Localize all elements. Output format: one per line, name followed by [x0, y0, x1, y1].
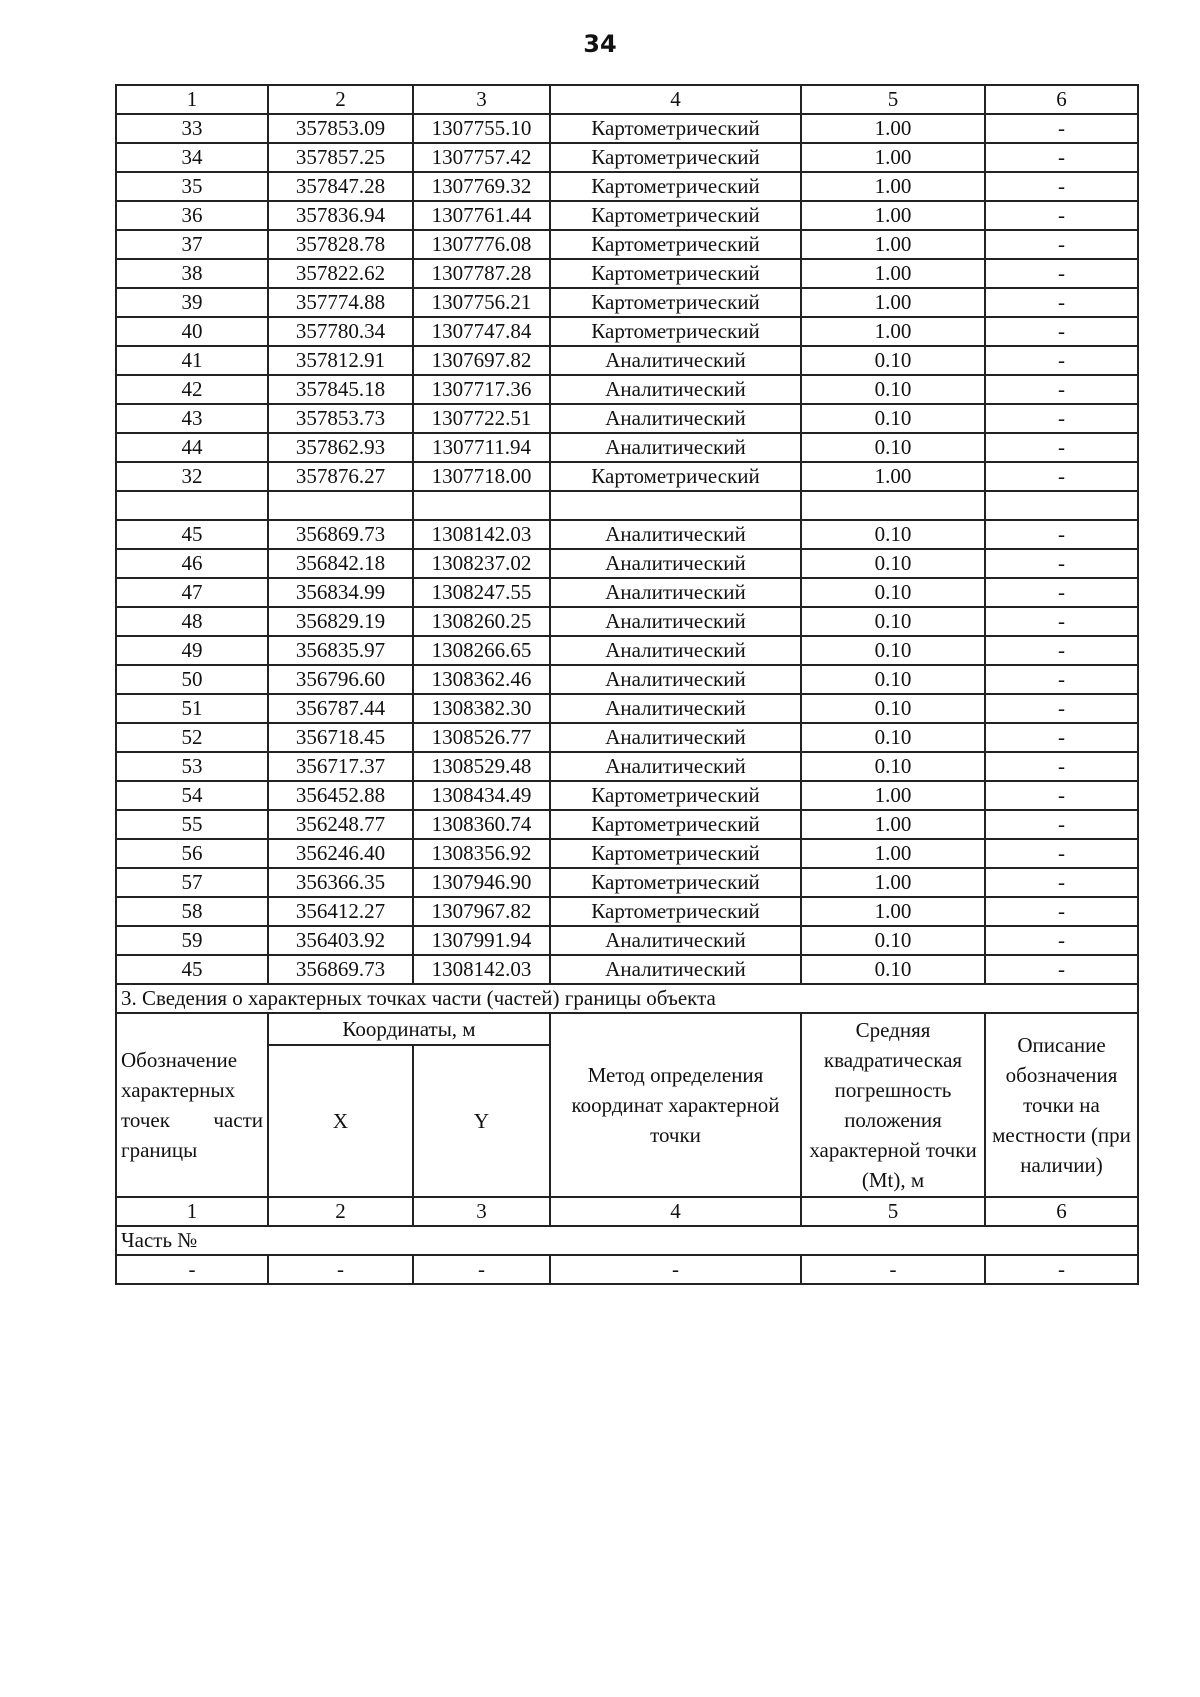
coordinates-table [115, 84, 1139, 1285]
error-cell: 0.10 [801, 926, 985, 955]
table-row [116, 114, 1138, 143]
point-id-cell: 44 [116, 433, 268, 462]
table-row [116, 346, 1138, 375]
point-id-cell: 43 [116, 404, 268, 433]
x-cell: 356869.73 [268, 520, 413, 549]
point-id-cell: 48 [116, 607, 268, 636]
method-cell: Аналитический [550, 520, 801, 549]
method-cell: Аналитический [550, 549, 801, 578]
y-cell: 1307991.94 [413, 926, 550, 955]
designation-header-word: точек [121, 1108, 170, 1132]
table-row [116, 172, 1138, 201]
method-cell: Аналитический [550, 926, 801, 955]
point-id-cell: 56 [116, 839, 268, 868]
x-cell: 356842.18 [268, 549, 413, 578]
header-row [116, 1013, 1138, 1045]
description-cell: - [985, 781, 1138, 810]
y-cell: - [413, 1255, 550, 1284]
designation-header [116, 1013, 268, 1197]
x-cell: 356835.97 [268, 636, 413, 665]
column-number: 3 [413, 85, 550, 114]
method-cell: Аналитический [550, 665, 801, 694]
point-id-cell: 53 [116, 752, 268, 781]
error-cell: 1.00 [801, 143, 985, 172]
x-cell: 357780.34 [268, 317, 413, 346]
y-cell: 1307717.36 [413, 375, 550, 404]
method-cell: Аналитический [550, 955, 801, 984]
point-id-cell: 38 [116, 259, 268, 288]
description-cell: - [985, 433, 1138, 462]
method-cell: Картометрический [550, 143, 801, 172]
y-cell: 1308360.74 [413, 810, 550, 839]
x-cell: 357845.18 [268, 375, 413, 404]
column-number: 4 [550, 85, 801, 114]
table-row [116, 433, 1138, 462]
method-cell: Аналитический [550, 578, 801, 607]
error-cell: 1.00 [801, 230, 985, 259]
part-row [116, 1226, 1138, 1255]
x-cell: 357836.94 [268, 201, 413, 230]
description-cell: - [985, 955, 1138, 984]
method-cell: Аналитический [550, 752, 801, 781]
description-cell: - [985, 259, 1138, 288]
description-cell: - [985, 868, 1138, 897]
point-id-cell: 59 [116, 926, 268, 955]
description-cell: - [985, 897, 1138, 926]
error-cell: 0.10 [801, 694, 985, 723]
x-cell: 356829.19 [268, 607, 413, 636]
error-cell: 1.00 [801, 810, 985, 839]
y-cell: 1307787.28 [413, 259, 550, 288]
y-cell: 1308382.30 [413, 694, 550, 723]
separator-row [116, 491, 1138, 520]
point-id-cell: 51 [116, 694, 268, 723]
point-id-cell: 33 [116, 114, 268, 143]
point-id-cell: 52 [116, 723, 268, 752]
column-number: 6 [985, 85, 1138, 114]
y-cell: 1308142.03 [413, 955, 550, 984]
y-cell: 1308526.77 [413, 723, 550, 752]
error-cell: 0.10 [801, 665, 985, 694]
part-label: Часть № [116, 1226, 1138, 1255]
x-cell: 357853.09 [268, 114, 413, 143]
column-number-row [116, 85, 1138, 114]
point-id-cell: 50 [116, 665, 268, 694]
x-cell: 356787.44 [268, 694, 413, 723]
point-id-cell: 36 [116, 201, 268, 230]
method-cell: Картометрический [550, 897, 801, 926]
x-cell: 357853.73 [268, 404, 413, 433]
y-cell: 1308356.92 [413, 839, 550, 868]
description-cell: - [985, 665, 1138, 694]
table-row [116, 549, 1138, 578]
y-cell: 1307967.82 [413, 897, 550, 926]
column-number: 5 [801, 85, 985, 114]
designation-header-line: границы [121, 1138, 198, 1162]
error-cell: 1.00 [801, 172, 985, 201]
table-row [116, 752, 1138, 781]
x-cell: 356718.45 [268, 723, 413, 752]
error-cell: 1.00 [801, 114, 985, 143]
y-cell: 1307718.00 [413, 462, 550, 491]
method-cell: - [550, 1255, 801, 1284]
column-number: 4 [550, 1197, 801, 1226]
point-id-cell: 34 [116, 143, 268, 172]
method-cell: Аналитический [550, 346, 801, 375]
x-cell: 357774.88 [268, 288, 413, 317]
y-cell: 1307697.82 [413, 346, 550, 375]
description-cell: - [985, 375, 1138, 404]
designation-header-line: Обозначение [121, 1048, 238, 1072]
x-cell: 356834.99 [268, 578, 413, 607]
point-id-cell: 35 [116, 172, 268, 201]
table-row [116, 578, 1138, 607]
point-id-cell: 46 [116, 549, 268, 578]
y-cell: 1307711.94 [413, 433, 550, 462]
table-row [116, 317, 1138, 346]
point-id-cell: 55 [116, 810, 268, 839]
description-cell: - [985, 578, 1138, 607]
point-id-cell: 54 [116, 781, 268, 810]
y-header: Y [413, 1045, 550, 1197]
x-cell: 356248.77 [268, 810, 413, 839]
designation-header-line [121, 1105, 263, 1135]
point-id-cell: 47 [116, 578, 268, 607]
designation-header-word: части [213, 1108, 263, 1132]
table-row [116, 781, 1138, 810]
description-cell: - [985, 114, 1138, 143]
method-cell: Картометрический [550, 810, 801, 839]
description-cell: - [985, 462, 1138, 491]
method-cell: Картометрический [550, 288, 801, 317]
error-cell: 1.00 [801, 839, 985, 868]
empty-cell [985, 491, 1138, 520]
method-cell: Картометрический [550, 259, 801, 288]
error-cell: 0.10 [801, 375, 985, 404]
description-cell: - [985, 636, 1138, 665]
y-cell: 1307946.90 [413, 868, 550, 897]
table-row [116, 404, 1138, 433]
y-cell: 1307776.08 [413, 230, 550, 259]
error-cell: 0.10 [801, 433, 985, 462]
error-cell: 1.00 [801, 259, 985, 288]
empty-cell [268, 491, 413, 520]
column-number: 2 [268, 1197, 413, 1226]
description-cell: - [985, 549, 1138, 578]
y-cell: 1308247.55 [413, 578, 550, 607]
y-cell: 1307769.32 [413, 172, 550, 201]
table-row [116, 665, 1138, 694]
column-number: 2 [268, 85, 413, 114]
x-cell: 356366.35 [268, 868, 413, 897]
error-header: Средняя квадратическая погрешность положения характерной точки (Mt), м [801, 1013, 985, 1197]
description-cell: - [985, 346, 1138, 375]
table-row [116, 955, 1138, 984]
y-cell: 1308142.03 [413, 520, 550, 549]
error-cell: 0.10 [801, 723, 985, 752]
method-cell: Аналитический [550, 607, 801, 636]
error-cell: - [801, 1255, 985, 1284]
description-cell: - [985, 752, 1138, 781]
description-cell: - [985, 404, 1138, 433]
column-number: 3 [413, 1197, 550, 1226]
x-cell: 356403.92 [268, 926, 413, 955]
method-cell: Картометрический [550, 317, 801, 346]
table-row [116, 462, 1138, 491]
error-cell: 0.10 [801, 636, 985, 665]
point-id-cell: 57 [116, 868, 268, 897]
x-cell: 357857.25 [268, 143, 413, 172]
table-row [116, 897, 1138, 926]
x-header: X [268, 1045, 413, 1197]
description-cell: - [985, 143, 1138, 172]
y-cell: 1307755.10 [413, 114, 550, 143]
description-cell: - [985, 694, 1138, 723]
x-cell: 356246.40 [268, 839, 413, 868]
y-cell: 1308237.02 [413, 549, 550, 578]
error-cell: 1.00 [801, 897, 985, 926]
y-cell: 1307757.42 [413, 143, 550, 172]
y-cell: 1308434.49 [413, 781, 550, 810]
table-row [116, 259, 1138, 288]
description-cell: - [985, 288, 1138, 317]
point-id-cell: 49 [116, 636, 268, 665]
method-cell: Аналитический [550, 433, 801, 462]
table-row [116, 1255, 1138, 1284]
error-cell: 1.00 [801, 781, 985, 810]
point-id-cell: - [116, 1255, 268, 1284]
table-row [116, 868, 1138, 897]
point-id-cell: 41 [116, 346, 268, 375]
error-cell: 0.10 [801, 955, 985, 984]
error-cell: 1.00 [801, 462, 985, 491]
method-cell: Картометрический [550, 172, 801, 201]
error-cell: 0.10 [801, 346, 985, 375]
empty-cell [413, 491, 550, 520]
method-cell: Картометрический [550, 230, 801, 259]
point-id-cell: 42 [116, 375, 268, 404]
description-header: Описание обозначения точки на местности (при наличии) [985, 1013, 1138, 1197]
empty-cell [116, 491, 268, 520]
point-id-cell: 40 [116, 317, 268, 346]
column-number: 6 [985, 1197, 1138, 1226]
method-header: Метод определения координат характерной точки [550, 1013, 801, 1197]
error-cell: 0.10 [801, 752, 985, 781]
method-cell: Картометрический [550, 201, 801, 230]
x-cell: 356412.27 [268, 897, 413, 926]
table-row [116, 288, 1138, 317]
description-cell: - [985, 723, 1138, 752]
description-cell: - [985, 607, 1138, 636]
column-number: 1 [116, 85, 268, 114]
method-cell: Аналитический [550, 636, 801, 665]
column-number: 1 [116, 1197, 268, 1226]
point-id-cell: 37 [116, 230, 268, 259]
method-cell: Аналитический [550, 723, 801, 752]
x-cell: 356452.88 [268, 781, 413, 810]
table-row [116, 230, 1138, 259]
x-cell: 356796.60 [268, 665, 413, 694]
table-row [116, 723, 1138, 752]
error-cell: 0.10 [801, 404, 985, 433]
method-cell: Картометрический [550, 462, 801, 491]
table-row [116, 520, 1138, 549]
table-row [116, 694, 1138, 723]
x-cell: 357876.27 [268, 462, 413, 491]
x-cell: 357847.28 [268, 172, 413, 201]
error-cell: 1.00 [801, 201, 985, 230]
point-id-cell: 45 [116, 955, 268, 984]
method-cell: Аналитический [550, 694, 801, 723]
description-cell: - [985, 317, 1138, 346]
y-cell: 1307756.21 [413, 288, 550, 317]
y-cell: 1308266.65 [413, 636, 550, 665]
y-cell: 1308529.48 [413, 752, 550, 781]
y-cell: 1307747.84 [413, 317, 550, 346]
y-cell: 1307761.44 [413, 201, 550, 230]
method-cell: Картометрический [550, 781, 801, 810]
table-row [116, 636, 1138, 665]
y-cell: 1308362.46 [413, 665, 550, 694]
error-cell: 0.10 [801, 549, 985, 578]
method-cell: Картометрический [550, 839, 801, 868]
section-title-row [116, 984, 1138, 1013]
empty-cell [801, 491, 985, 520]
method-cell: Аналитический [550, 404, 801, 433]
x-cell: 356869.73 [268, 955, 413, 984]
page-number: 34 [583, 30, 617, 58]
x-cell: 357828.78 [268, 230, 413, 259]
section-title: 3. Сведения о характерных точках части (частей) границы объекта [116, 984, 1138, 1013]
point-id-cell: 39 [116, 288, 268, 317]
method-cell: Картометрический [550, 114, 801, 143]
column-number-row [116, 1197, 1138, 1226]
method-cell: Картометрический [550, 868, 801, 897]
table-row [116, 926, 1138, 955]
method-cell: Аналитический [550, 375, 801, 404]
description-cell: - [985, 520, 1138, 549]
y-cell: 1307722.51 [413, 404, 550, 433]
table-row [116, 375, 1138, 404]
description-cell: - [985, 810, 1138, 839]
point-id-cell: 58 [116, 897, 268, 926]
point-id-cell: 45 [116, 520, 268, 549]
error-cell: 0.10 [801, 520, 985, 549]
designation-header-line: характерных [121, 1078, 236, 1102]
table-row [116, 839, 1138, 868]
error-cell: 0.10 [801, 607, 985, 636]
error-cell: 1.00 [801, 868, 985, 897]
coordinates-header: Координаты, м [268, 1013, 550, 1045]
x-cell: 357812.91 [268, 346, 413, 375]
description-cell: - [985, 172, 1138, 201]
empty-cell [550, 491, 801, 520]
table-row [116, 810, 1138, 839]
description-cell: - [985, 201, 1138, 230]
x-cell: 357822.62 [268, 259, 413, 288]
x-cell: - [268, 1255, 413, 1284]
y-cell: 1308260.25 [413, 607, 550, 636]
x-cell: 357862.93 [268, 433, 413, 462]
column-number: 5 [801, 1197, 985, 1226]
error-cell: 1.00 [801, 288, 985, 317]
table-row [116, 607, 1138, 636]
x-cell: 356717.37 [268, 752, 413, 781]
description-cell: - [985, 1255, 1138, 1284]
table-row [116, 201, 1138, 230]
description-cell: - [985, 230, 1138, 259]
description-cell: - [985, 926, 1138, 955]
error-cell: 1.00 [801, 317, 985, 346]
table-row [116, 143, 1138, 172]
point-id-cell: 32 [116, 462, 268, 491]
error-cell: 0.10 [801, 578, 985, 607]
description-cell: - [985, 839, 1138, 868]
